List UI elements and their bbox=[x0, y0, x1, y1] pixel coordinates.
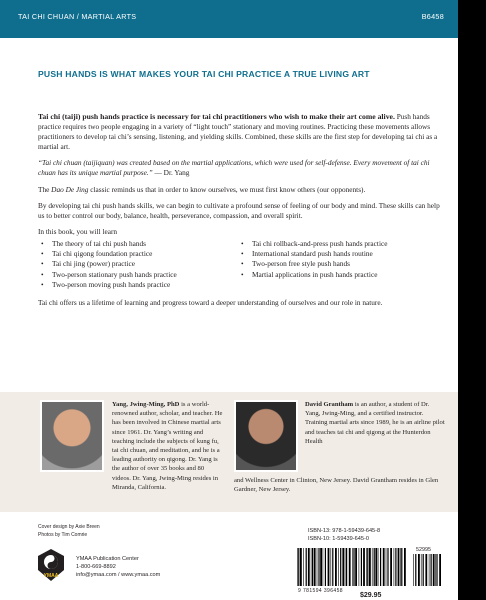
barcode-bar bbox=[375, 548, 377, 586]
barcode-bar bbox=[361, 548, 362, 586]
price: $29.95 bbox=[360, 592, 382, 599]
barcode-bar bbox=[363, 548, 365, 586]
list-item: • Two-person free style push hands bbox=[238, 259, 438, 269]
barcode-bar bbox=[331, 548, 332, 586]
price-barcode-icon bbox=[412, 554, 444, 586]
logo-text: YMAA bbox=[43, 573, 59, 579]
category-bar bbox=[0, 0, 458, 38]
learn-list-left bbox=[38, 239, 238, 290]
dao-paragraph bbox=[38, 185, 442, 195]
price-code: 52995 bbox=[416, 547, 431, 553]
barcode-bar bbox=[349, 548, 351, 586]
barcode-bar bbox=[353, 548, 354, 586]
author-name-yang: Yang, Jwing-Ming, PhD bbox=[112, 401, 180, 408]
barcode-bar bbox=[311, 548, 312, 586]
barcode-bar bbox=[386, 548, 387, 586]
product-code: B6458 bbox=[421, 12, 444, 21]
author-bio-text: is a world-renowned author, scholar, and teacher. He has been involved in Chinese martial arts since 1961. Dr. Yang’s writing and teaching include the subjects of kung fu, tai chi chuan, and meditation, and he is a leading authority on qigong. Dr. Yang is the author of over 35 books and 80 videos. Dr. Yang, Jwing-Ming resides in Miranda, California. bbox=[112, 401, 223, 491]
learn-list-right bbox=[238, 239, 438, 290]
isbn-13: ISBN-13: 978-1-59439-645-8 bbox=[308, 528, 381, 534]
learn-list bbox=[38, 239, 442, 290]
barcode-bar bbox=[328, 548, 330, 586]
dao-pre: The bbox=[38, 184, 52, 194]
ymaa-logo-icon bbox=[36, 548, 66, 582]
barcode-bar bbox=[352, 548, 353, 586]
barcode-bar bbox=[306, 548, 307, 586]
barcode-bar bbox=[335, 548, 337, 586]
barcode-bar bbox=[367, 548, 368, 586]
barcode-bar bbox=[320, 548, 322, 586]
barcode-bar bbox=[340, 548, 341, 586]
cultivate-paragraph: By developing tai chi push hands skills, we can begin to cultivate a profound sense of feeling of our body and mind. These skills can help us to better control our body, balance, health, perseverance, compassion, and overall spirit. bbox=[38, 200, 440, 220]
barcode-bar bbox=[423, 554, 424, 586]
isbn-10: ISBN-10: 1-59439-645-0 bbox=[308, 535, 369, 542]
barcode-bar bbox=[314, 548, 316, 586]
ean-barcode-icon bbox=[296, 548, 408, 586]
barcode-bar bbox=[303, 548, 304, 586]
dao-post: classic reminds us that in order to know ourselves, we must first know others (our opponents). bbox=[88, 184, 366, 194]
intro-rest: Push hands practice requires two people engaging in a variety of “light touch” stationary and moving routines. Practicing these movements allows practitioners to develop tai chi’s sensing, listening, and yielding skills. Combined, these skills are the first step for developing tai chi as a martial art. bbox=[38, 112, 438, 152]
author-band bbox=[0, 392, 458, 512]
barcode-bar bbox=[323, 548, 324, 586]
list-item: • The theory of tai chi push hands bbox=[38, 239, 238, 249]
barcode-bar bbox=[355, 548, 357, 586]
barcode-bar bbox=[346, 548, 347, 586]
barcode-bar bbox=[300, 548, 302, 586]
barcode-bar bbox=[435, 554, 436, 586]
barcode-bar bbox=[372, 548, 373, 586]
barcode-bar bbox=[394, 548, 395, 586]
publisher-contact: info@ymaa.com / www.ymaa.com bbox=[76, 572, 161, 578]
category-label: TAI CHI CHUAN / MARTIAL ARTS bbox=[18, 12, 137, 21]
barcode-bar bbox=[378, 548, 379, 586]
barcode-bar bbox=[345, 548, 346, 586]
barcode-bar bbox=[374, 548, 375, 586]
barcode-bar bbox=[308, 548, 310, 586]
barcode-bar bbox=[418, 554, 420, 586]
dao-title: Dao De Jing bbox=[51, 184, 89, 194]
author-photo-grantham bbox=[234, 400, 298, 472]
description bbox=[38, 112, 442, 314]
barcode-bar bbox=[390, 548, 392, 586]
barcode-number: 9 781594 396458 bbox=[298, 588, 343, 594]
barcode-bar bbox=[359, 548, 360, 586]
headline: PUSH HANDS IS WHAT MAKES YOUR TAI CHI PRACTICE A TRUE LIVING ART bbox=[38, 69, 370, 79]
barcode-bar bbox=[433, 554, 435, 586]
cover-credits bbox=[38, 524, 100, 539]
intro-lead: Tai chi (taiji) push hands practice is necessary for tai chi practitioners who wish to make their art come alive. bbox=[38, 112, 395, 121]
barcode-bar bbox=[398, 548, 400, 586]
list-item: • International standard push hands routine bbox=[238, 249, 438, 259]
author-bio-grantham bbox=[305, 400, 445, 446]
barcode-bar bbox=[342, 548, 344, 586]
author-photo-yang bbox=[40, 400, 104, 472]
publisher-phone: 1-800-669-8892 bbox=[76, 564, 116, 570]
barcode-bar bbox=[413, 554, 414, 586]
barcode-bar bbox=[325, 548, 326, 586]
barcode-bar bbox=[395, 548, 396, 586]
publisher-name: YMAA Publication Center bbox=[76, 556, 139, 562]
learn-intro: In this book, you will learn bbox=[38, 226, 118, 236]
barcode-bar bbox=[383, 548, 385, 586]
author-name-grantham: David Grantham bbox=[305, 401, 354, 408]
barcode-bar bbox=[366, 548, 367, 586]
barcode-bar bbox=[298, 548, 299, 586]
closing-paragraph: Tai chi offers us a lifetime of learning and progress toward a deeper understanding of ourselves and our role in nature. bbox=[38, 297, 383, 307]
list-item: • Tai chi rollback-and-press push hands practice bbox=[238, 239, 438, 249]
barcode-bar bbox=[431, 554, 432, 586]
barcode-bar bbox=[436, 554, 437, 586]
barcode bbox=[296, 548, 446, 596]
barcode-bar bbox=[429, 554, 430, 586]
photo-credit: Photos by Tim Comrie bbox=[38, 531, 88, 538]
publisher-info bbox=[76, 555, 160, 579]
barcode-bar bbox=[332, 548, 333, 586]
quote-paragraph bbox=[38, 158, 442, 178]
cover-design-credit: Cover design by Axie Breen bbox=[38, 524, 100, 530]
author-bio-text: is an author, a student of Dr. Yang, Jwing-Ming, and a certified instructor. Training martial arts since 1989, he is an airline pilot and teaches tai chi and qigong at the Hunterdon Health bbox=[305, 401, 445, 445]
barcode-bar bbox=[317, 548, 318, 586]
barcode-bar bbox=[380, 548, 381, 586]
barcode-bar bbox=[312, 548, 313, 586]
author-bio-grantham-cont: and Wellness Center in Clinton, New Jersey. David Grantham resides in Glen Gardner, New Jersey. bbox=[234, 477, 439, 494]
list-item: • Tai chi qigong foundation practice bbox=[38, 249, 238, 259]
list-item: • Martial applications in push hands practice bbox=[238, 270, 438, 280]
barcode-bar bbox=[404, 548, 406, 586]
barcode-bar bbox=[387, 548, 388, 586]
barcode-bar bbox=[421, 554, 422, 586]
isbn-block bbox=[308, 528, 380, 543]
author-bio-yang bbox=[112, 400, 224, 492]
barcode-bar bbox=[369, 548, 371, 586]
spine-edge bbox=[458, 0, 486, 600]
barcode-bar bbox=[400, 548, 401, 586]
barcode-bar bbox=[338, 548, 339, 586]
list-item: • Two-person moving push hands practice bbox=[38, 280, 238, 290]
barcode-bar bbox=[318, 548, 319, 586]
intro-paragraph bbox=[38, 112, 442, 152]
quote-attribution: — Dr. Yang bbox=[152, 168, 190, 178]
barcode-bar bbox=[425, 554, 427, 586]
barcode-bar bbox=[297, 548, 298, 586]
barcode-bar bbox=[415, 554, 416, 586]
list-item: • Tai chi jing (power) practice bbox=[38, 259, 238, 269]
quote-text: “Tai chi chuan (taijiquan) was created based on the martial applications, which were used for self-defense. Every movement of tai chi chuan has its unique martial purpose.” bbox=[38, 158, 430, 178]
barcode-bar bbox=[439, 554, 441, 586]
barcode-bar bbox=[401, 548, 402, 586]
list-item: • Two-person stationary push hands practice bbox=[38, 270, 238, 280]
